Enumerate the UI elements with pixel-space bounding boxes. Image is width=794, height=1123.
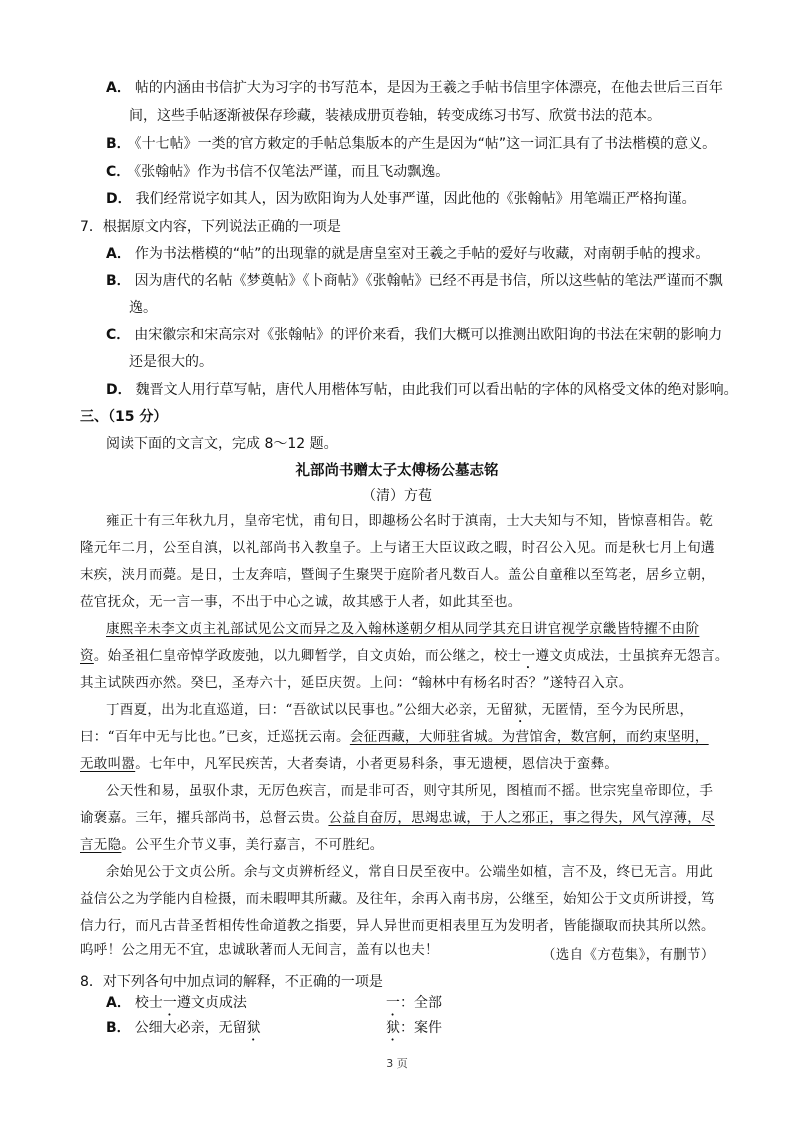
underlined-sentence: 会征西藏，大师驻省城。为营馆舍，数宫舸，而约束坚明，	[349, 729, 709, 745]
option-label: B．	[106, 273, 131, 289]
passage-line: 隆元年二月，公至自滇，以礼部尚书入教皇子。上与诸王大臣议政之暇，时召公入见。而是秋七月上旬遘	[80, 540, 715, 556]
passage-author: （清）方苞	[362, 488, 432, 504]
underlined-sentence: 无敢叫嚣	[80, 756, 136, 772]
q8-stem: 8．对下列各句中加点词的解释，不正确的一项是	[80, 974, 383, 990]
q6-option-a: A． 帖的内涵由书信扩大为习字的书写范本，是因为王羲之手帖书信里字体漂亮，在他去世后三百年	[106, 80, 723, 96]
q6-option-b: B． 《十七帖》一类的官方敕定的手帖总集版本的产生是因为“帖”这一词汇具有了书法楷模的意义。	[106, 136, 717, 152]
passage-line: 资。始圣祖仁皇帝悼学政废弛，以九卿暂学，自文贞始，而公继之，校士一遵文贞成法，士虽摈弃无怨言。	[80, 648, 729, 664]
passage-line: 曰：“百年中无与比也。”已亥，迁巡抚云南。会征西藏，大师驻省城。为营馆舍，数宫舸，而约束坚明，	[80, 729, 709, 745]
option-label: A．	[106, 80, 131, 96]
passage-line: 益信公之为学能内自检摄，而未暇呷其所藏。及往年，余再入南书房，公继至，始知公于文贞所讲授，笃	[80, 891, 715, 907]
option-label: A．	[106, 995, 131, 1011]
q7-option-b-cont: 逸。	[129, 300, 157, 316]
passage-line: 莅官抚众，无一言一事，不出于中心之诚，故其感于人者，如此其至也。	[80, 594, 522, 610]
q8-option-b: B． 公细大必亲，无留狱	[106, 1020, 261, 1036]
dotted-word: 一	[162, 995, 177, 1011]
passage-line: 无敢叫嚣。七年中，凡军民疾苦，大者奏请，小者更易科条，事无遗梗，恩信决于蛮彝。	[80, 756, 619, 772]
q7-stem: 7．根据原文内容，下列说法正确的一项是	[80, 219, 341, 235]
q8-option-a: A． 校士一遵文贞成法	[106, 995, 247, 1011]
section-heading: 三、（15 分）	[80, 409, 168, 425]
option-label: D．	[106, 382, 132, 398]
dotted-word: 狱	[246, 1020, 261, 1036]
option-label: B．	[106, 1020, 131, 1036]
underlined-sentence: 公益自奋厉，思竭忠诚，于人之邪正，事之得失，风气淳薄，尽	[328, 810, 715, 826]
dotted-word: 狱	[386, 1020, 400, 1036]
section-instruction: 阅读下面的文言文，完成 8～12 题。	[106, 436, 338, 452]
option-label: C．	[106, 327, 131, 343]
passage-line: 雍正十有三年秋九月，皇帝宅忧，甫旬日，即趣杨公名时于滇南，士大夫知与不知，皆惊喜相告。乾	[106, 513, 714, 529]
passage-line: 丁酉夏，出为北直巡道，曰：“吾欲试以民事也。”公细大必亲，无留狱，无匿情，至今为民所思，	[106, 702, 694, 718]
underlined-sentence: 言无隐	[80, 837, 122, 853]
option-label: C．	[106, 164, 131, 180]
passage-line: 呜呼！公之用无不宜，忠诚耿著而人无间言，盖有以也夫！	[80, 942, 439, 958]
q7-option-b: B． 因为唐代的名帖《梦奠帖》《卜商帖》《张翰帖》已经不再是书信，所以这些帖的笔法严谨而不飘	[106, 273, 723, 289]
q6-option-c: C． 《张翰帖》作为书信不仅笔法严谨，而且飞动飘逸。	[106, 164, 450, 180]
page-number: 3 页	[386, 1057, 408, 1070]
q6-option-a-cont: 间，这些手帖逐渐被保存珍藏，装裱成册页卷轴，转变成练习书写、欣赏书法的范本。	[129, 108, 661, 124]
dotted-word: 一	[386, 995, 400, 1011]
dotted-word: 狱	[513, 702, 528, 718]
q7-option-a: A． 作为书法楷模的“帖”的出现靠的就是唐皇室对王羲之手帖的爱好与收藏，对南朝手帖的搜求。	[106, 246, 710, 262]
option-label: D．	[106, 191, 132, 207]
passage-line: 其主试陕西亦然。癸巳，圣寿六十，延臣庆贺。上问：“翰林中有杨名时否？”遂特召入京。	[80, 675, 633, 691]
underlined-sentence: 康熙辛未李文贞主礼部试见公文而异之及入翰林遂朝夕相从同学其充日讲官视学京畿皆特擢不由阶	[106, 621, 700, 637]
passage-title: 礼部尚书赠太子太傅杨公墓志铭	[295, 463, 499, 479]
option-label: A．	[106, 246, 131, 262]
passage-line: 言无隐。公平生介节义事，美行嘉言，不可胜纪。	[80, 837, 384, 853]
q7-option-c: C． 由宋徽宗和宋高宗对《张翰帖》的评价来看，我们大概可以推测出欧阳询的书法在宋朝的影响力	[106, 327, 723, 343]
passage-line: 谕褒嘉。三年，擢兵部尚书，总督云贵。公益自奋厉，思竭忠诚，于人之邪正，事之得失，风气淳薄，尽	[80, 810, 715, 826]
q6-option-d: D． 我们经常说字如其人，因为欧阳询为人处事严谨，因此他的《张翰帖》用笔端正严格拘谨。	[106, 191, 696, 207]
passage-line: 余始见公于文贞公所。余与文贞辨析经义，常自日昃至夜中。公端坐如植，言不及，终已无言。用此	[106, 864, 714, 880]
passage-line: 公天性和易，虽驭仆隶，无厉色疾言，而是非可否，则守其所见，图植而不摇。世宗宪皇帝即位，手	[106, 783, 714, 799]
passage-line: 信力行，而凡古昔圣哲相传性命道教之指要，异人异世而更相表里互为发明者，皆能撷取而抉其所以然。	[80, 918, 715, 934]
q8-option-b-answer: 狱：案件	[386, 1020, 442, 1036]
passage-source: （选自《方苞集》，有删节）	[542, 947, 715, 963]
q7-option-c-cont: 还是很大的。	[129, 354, 213, 370]
passage-line: 末疾，浃月而薨。是日，士友奔唁，暨闽子生聚哭于庭阶者凡数百人。盖公自童稚以至笃老，居乡立朝，	[80, 567, 715, 583]
option-label: B．	[106, 136, 131, 152]
q7-option-d: D． 魏晋文人用行草写帖，唐代人用楷体写帖，由此我们可以看出帖的字体的风格受文体的绝对影响。	[106, 382, 738, 398]
dotted-word: 一	[521, 648, 536, 664]
q8-option-a-answer: 一：全部	[386, 995, 442, 1011]
